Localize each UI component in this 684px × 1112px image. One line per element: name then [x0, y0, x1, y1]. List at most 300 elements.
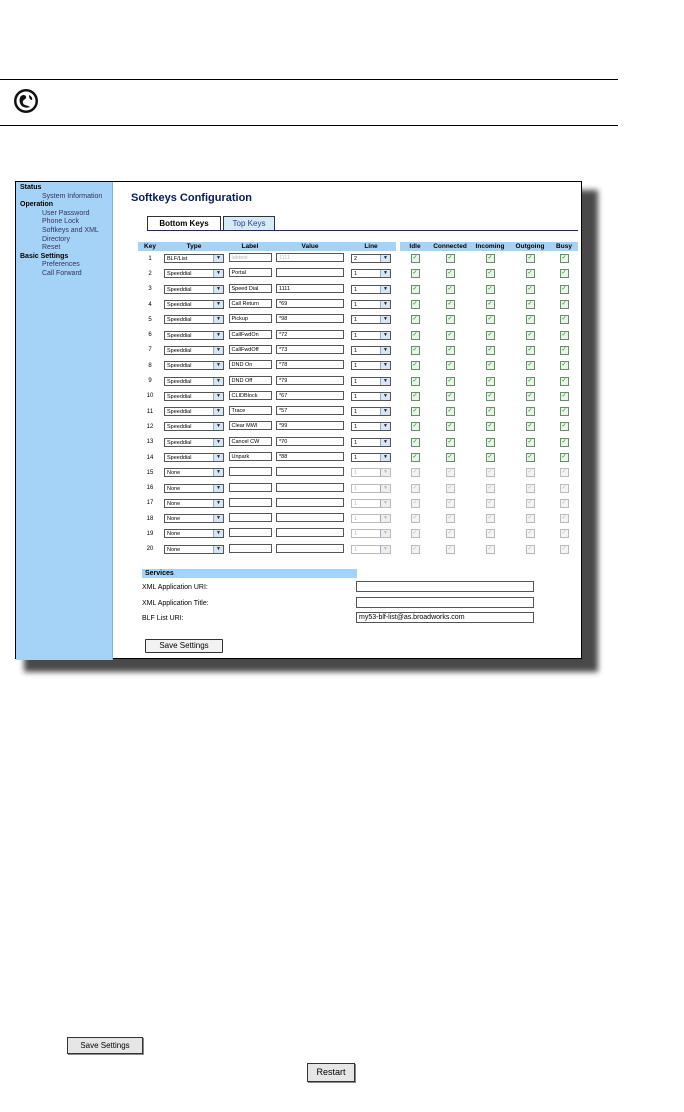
chevron-down-icon: ▼: [380, 546, 390, 553]
xml-app-title-input[interactable]: [356, 597, 534, 608]
state-checkbox[interactable]: ✓: [487, 285, 493, 292]
type-select[interactable]: [164, 422, 224, 431]
phone-globe-icon: [13, 88, 39, 114]
state-checkbox[interactable]: ✓: [527, 255, 533, 262]
chevron-down-icon: ▼: [380, 378, 390, 385]
blf-list-uri-input[interactable]: my53-blf-list@as.broadworks.com: [356, 612, 534, 623]
col-header-idle: Idle: [398, 242, 430, 251]
state-checkbox[interactable]: ✓: [412, 408, 418, 415]
key-number: 4: [148, 301, 152, 308]
state-checkbox[interactable]: ✓: [527, 392, 533, 399]
key-number: 8: [148, 362, 152, 369]
value-input[interactable]: *57: [276, 406, 344, 415]
value-input[interactable]: [276, 483, 344, 492]
label-input[interactable]: Cancel CW: [229, 437, 272, 446]
save-settings-button-small[interactable]: Save Settings: [67, 1037, 143, 1054]
state-checkbox[interactable]: ✓: [447, 484, 453, 491]
col-header-label: Label: [226, 242, 274, 251]
state-checkbox[interactable]: ✓: [561, 438, 567, 445]
line-value: 1: [354, 332, 358, 339]
state-checkbox[interactable]: ✓: [527, 545, 533, 552]
state-checkbox[interactable]: ✓: [447, 515, 453, 522]
chevron-down-icon: ▼: [380, 393, 390, 400]
key-number: 15: [146, 469, 154, 476]
col-header-line: Line: [346, 242, 398, 251]
softkeys-table: [138, 242, 578, 557]
state-checkbox[interactable]: ✓: [487, 377, 493, 384]
chevron-down-icon: ▼: [380, 332, 390, 339]
tab-top-keys[interactable]: Top Keys: [223, 216, 275, 231]
table-row: [138, 327, 578, 342]
type-value: Speeddial: [167, 302, 192, 309]
label-input[interactable]: labtest: [229, 253, 272, 262]
type-value: Speeddial: [167, 393, 192, 400]
line-value: 2: [354, 256, 358, 263]
state-checkbox[interactable]: ✓: [447, 438, 453, 445]
state-checkbox[interactable]: ✓: [487, 362, 493, 369]
state-checkbox[interactable]: ✓: [487, 499, 493, 506]
state-checkbox[interactable]: ✓: [412, 346, 418, 353]
value-input[interactable]: *70: [276, 437, 344, 446]
label-input[interactable]: DND Off: [229, 376, 272, 385]
services-heading: Services: [142, 569, 357, 578]
key-number: 19: [146, 530, 154, 537]
label-input[interactable]: CallFwdOff: [229, 345, 272, 354]
state-checkbox[interactable]: ✓: [561, 362, 567, 369]
state-checkbox[interactable]: ✓: [527, 316, 533, 323]
value-input[interactable]: *78: [276, 360, 344, 369]
line-select[interactable]: [351, 377, 391, 386]
line-value: 1: [354, 531, 358, 538]
chevron-down-icon: ▼: [380, 469, 390, 476]
state-checkbox[interactable]: ✓: [412, 499, 418, 506]
state-checkbox[interactable]: ✓: [527, 469, 533, 476]
key-number: 2: [148, 270, 152, 277]
type-value: Speeddial: [167, 378, 192, 385]
sidebar-heading: Operation: [20, 201, 54, 209]
state-checkbox[interactable]: ✓: [447, 301, 453, 308]
line-select[interactable]: [351, 407, 391, 416]
state-checkbox[interactable]: ✓: [447, 454, 453, 460]
value-input[interactable]: [276, 528, 344, 537]
type-select[interactable]: [164, 529, 224, 538]
type-select[interactable]: [164, 269, 224, 278]
chevron-down-icon: ▼: [213, 423, 223, 430]
sidebar-item-directory[interactable]: Directory: [42, 235, 71, 243]
state-checkbox[interactable]: ✓: [527, 454, 533, 460]
value-input[interactable]: [276, 544, 344, 553]
type-value: None: [167, 531, 181, 538]
type-select[interactable]: [164, 392, 224, 401]
key-number: 18: [146, 515, 154, 522]
col-header-outgoing: Outgoing: [510, 242, 550, 251]
type-select[interactable]: [164, 545, 224, 554]
table-row: [138, 389, 578, 404]
label-input[interactable]: Speed Dial: [229, 284, 272, 293]
table-row: [138, 373, 578, 388]
chevron-down-icon: ▼: [213, 546, 223, 553]
label-input[interactable]: [229, 544, 272, 553]
line-select[interactable]: [351, 392, 391, 401]
state-checkbox[interactable]: ✓: [447, 469, 453, 476]
state-checkbox[interactable]: ✓: [561, 545, 567, 552]
key-number: 14: [146, 454, 154, 461]
state-checkbox[interactable]: ✓: [412, 316, 418, 323]
state-checkbox[interactable]: ✓: [561, 408, 567, 415]
type-select[interactable]: [164, 361, 224, 370]
type-select[interactable]: [164, 484, 224, 493]
line-select[interactable]: [351, 438, 391, 447]
state-checkbox[interactable]: ✓: [447, 285, 453, 292]
state-checkbox[interactable]: ✓: [527, 530, 533, 537]
key-number: 13: [146, 439, 154, 446]
sidebar-item-user-password[interactable]: User Password: [42, 209, 90, 217]
state-checkbox[interactable]: ✓: [561, 255, 567, 262]
key-number: 3: [148, 286, 152, 293]
chevron-down-icon: ▼: [380, 347, 390, 354]
label-input[interactable]: [229, 467, 272, 476]
state-checkbox[interactable]: ✓: [447, 377, 453, 384]
table-row: [138, 312, 578, 327]
type-select[interactable]: [164, 346, 224, 355]
state-checkbox[interactable]: ✓: [527, 331, 533, 338]
state-checkbox[interactable]: ✓: [447, 346, 453, 353]
chevron-down-icon: ▼: [213, 485, 223, 492]
state-checkbox[interactable]: ✓: [527, 285, 533, 292]
state-checkbox[interactable]: ✓: [412, 331, 418, 338]
state-checkbox[interactable]: ✓: [412, 469, 418, 476]
state-checkbox[interactable]: ✓: [487, 530, 493, 537]
chevron-down-icon: ▼: [213, 469, 223, 476]
chevron-down-icon: ▼: [213, 286, 223, 293]
value-input[interactable]: [276, 467, 344, 476]
type-value: Speeddial: [167, 455, 192, 461]
label-input[interactable]: [229, 483, 272, 492]
state-checkbox[interactable]: ✓: [561, 423, 567, 430]
table-row: [138, 435, 578, 450]
type-value: Speeddial: [167, 424, 192, 431]
xml-app-uri-input[interactable]: [356, 581, 534, 592]
table-row: [138, 496, 578, 511]
table-row: [138, 465, 578, 480]
line-value: 1: [354, 286, 358, 293]
label-input[interactable]: Pickup: [229, 314, 272, 323]
col-header-key: Key: [138, 242, 162, 251]
value-input[interactable]: *79: [276, 376, 344, 385]
state-checkbox[interactable]: ✓: [487, 316, 493, 323]
line-select[interactable]: [351, 269, 391, 278]
type-select[interactable]: [164, 331, 224, 340]
type-value: BLF/List: [167, 256, 188, 263]
state-checkbox[interactable]: ✓: [412, 301, 418, 308]
chevron-down-icon: ▼: [213, 270, 223, 277]
type-select[interactable]: [164, 315, 224, 324]
type-select[interactable]: [164, 438, 224, 447]
state-checkbox[interactable]: ✓: [412, 362, 418, 369]
state-checkbox[interactable]: ✓: [447, 255, 453, 262]
state-checkbox[interactable]: ✓: [561, 270, 567, 277]
table-row: [138, 297, 578, 312]
state-checkbox[interactable]: ✓: [487, 392, 493, 399]
line-value: 1: [354, 439, 358, 446]
state-checkbox[interactable]: ✓: [527, 270, 533, 277]
type-value: Speeddial: [167, 286, 192, 293]
label-input[interactable]: [229, 498, 272, 507]
type-value: Speeddial: [167, 409, 192, 416]
state-checkbox[interactable]: ✓: [561, 346, 567, 353]
state-checkbox[interactable]: ✓: [412, 270, 418, 277]
col-header-incoming: Incoming: [470, 242, 510, 251]
type-select[interactable]: [164, 300, 224, 309]
state-checkbox[interactable]: ✓: [487, 301, 493, 308]
table-header-row: [138, 242, 578, 251]
line-select[interactable]: [351, 300, 391, 309]
key-number: 6: [148, 332, 152, 339]
line-select[interactable]: [351, 346, 391, 355]
state-checkbox[interactable]: ✓: [447, 331, 453, 338]
type-select[interactable]: [164, 407, 224, 416]
key-number: 11: [146, 408, 154, 415]
line-select[interactable]: [351, 453, 391, 462]
chevron-down-icon: ▼: [213, 255, 223, 262]
type-select[interactable]: [164, 254, 224, 263]
state-checkbox[interactable]: ✓: [527, 515, 533, 522]
value-input[interactable]: 1111: [276, 284, 344, 293]
xml-app-title-label: XML Application Title:: [142, 600, 209, 607]
value-input[interactable]: [276, 268, 344, 277]
col-header-type: Type: [162, 242, 226, 251]
line-select[interactable]: [351, 331, 391, 340]
state-checkbox[interactable]: ✓: [561, 331, 567, 338]
save-settings-button[interactable]: Save Settings: [145, 639, 223, 653]
chevron-down-icon: ▼: [380, 530, 390, 537]
chevron-down-icon: ▼: [380, 270, 390, 277]
state-checkbox[interactable]: ✓: [487, 270, 493, 277]
state-checkbox[interactable]: ✓: [487, 346, 493, 353]
sidebar-item-system-information[interactable]: System Information: [42, 192, 103, 200]
key-number: 7: [148, 347, 152, 354]
state-checkbox[interactable]: ✓: [447, 362, 453, 369]
chevron-down-icon: ▼: [213, 408, 223, 415]
table-row: [138, 480, 578, 495]
value-input[interactable]: *67: [276, 391, 344, 400]
label-input[interactable]: DND On: [229, 360, 272, 369]
type-select[interactable]: [164, 377, 224, 386]
table-row: [138, 358, 578, 373]
tab-bottom-keys[interactable]: Bottom Keys: [147, 216, 221, 231]
type-value: None: [167, 500, 181, 507]
line-select[interactable]: [351, 484, 391, 493]
state-checkbox[interactable]: ✓: [412, 454, 418, 460]
value-input[interactable]: *99: [276, 421, 344, 430]
chevron-down-icon: ▼: [380, 454, 390, 461]
state-checkbox[interactable]: ✓: [447, 530, 453, 537]
state-checkbox[interactable]: ✓: [561, 484, 567, 491]
table-row: [138, 450, 578, 465]
key-number: 20: [146, 546, 154, 553]
chevron-down-icon: ▼: [380, 485, 390, 492]
state-checkbox[interactable]: ✓: [412, 545, 418, 552]
state-checkbox[interactable]: ✓: [447, 270, 453, 277]
chevron-down-icon: ▼: [213, 454, 223, 461]
state-checkbox[interactable]: ✓: [412, 392, 418, 399]
state-checkbox[interactable]: ✓: [561, 316, 567, 323]
table-row: [138, 526, 578, 541]
sidebar-item-call-forward[interactable]: Call Forward: [42, 269, 82, 277]
chevron-down-icon: ▼: [213, 530, 223, 537]
line-value: 1: [354, 470, 358, 477]
state-checkbox[interactable]: ✓: [527, 499, 533, 506]
sidebar-item-softkeys-and-xml[interactable]: Softkeys and XML: [42, 226, 99, 234]
state-checkbox[interactable]: ✓: [447, 408, 453, 415]
chevron-down-icon: ▼: [380, 423, 390, 430]
chevron-down-icon: ▼: [213, 378, 223, 385]
type-value: Speeddial: [167, 347, 192, 354]
state-checkbox[interactable]: ✓: [527, 423, 533, 430]
value-input[interactable]: [276, 498, 344, 507]
line-value: 1: [354, 409, 358, 416]
state-checkbox[interactable]: ✓: [487, 545, 493, 552]
sidebar-item-phone-lock[interactable]: Phone Lock: [42, 218, 79, 226]
label-input[interactable]: Call Return: [229, 299, 272, 308]
state-checkbox[interactable]: ✓: [447, 499, 453, 506]
label-input[interactable]: Trace: [229, 406, 272, 415]
type-value: Speeddial: [167, 317, 192, 324]
value-input[interactable]: *98: [276, 314, 344, 323]
line-value: 1: [354, 516, 358, 523]
line-select[interactable]: [351, 285, 391, 294]
state-checkbox[interactable]: ✓: [527, 301, 533, 308]
blf-list-uri-label: BLF List URI:: [142, 615, 184, 622]
state-checkbox[interactable]: ✓: [527, 408, 533, 415]
line-select[interactable]: [351, 545, 391, 554]
key-number: 10: [146, 393, 154, 400]
label-input[interactable]: Clear MWI: [229, 421, 272, 430]
state-checkbox[interactable]: ✓: [487, 438, 493, 445]
value-input[interactable]: *88: [276, 452, 344, 461]
line-select[interactable]: [351, 529, 391, 538]
table-row: [138, 404, 578, 419]
state-checkbox[interactable]: ✓: [487, 515, 493, 522]
label-input[interactable]: CLIDBlock: [229, 391, 272, 400]
label-input[interactable]: Portal: [229, 268, 272, 277]
state-checkbox[interactable]: ✓: [412, 530, 418, 537]
state-checkbox[interactable]: ✓: [412, 377, 418, 384]
line-value: 1: [354, 485, 358, 492]
table-row: [138, 419, 578, 434]
key-number: 5: [148, 316, 152, 323]
state-checkbox[interactable]: ✓: [561, 454, 567, 460]
state-checkbox[interactable]: ✓: [561, 499, 567, 506]
line-select[interactable]: [351, 468, 391, 477]
state-checkbox[interactable]: ✓: [412, 255, 418, 262]
state-checkbox[interactable]: ✓: [561, 469, 567, 476]
state-checkbox[interactable]: ✓: [412, 438, 418, 445]
type-select[interactable]: [164, 499, 224, 508]
line-value: 1: [354, 546, 358, 553]
state-checkbox[interactable]: ✓: [527, 346, 533, 353]
state-checkbox[interactable]: ✓: [447, 392, 453, 399]
label-input[interactable]: Unpark: [229, 452, 272, 461]
chevron-down-icon: ▼: [213, 393, 223, 400]
sidebar-item-reset[interactable]: Reset: [42, 244, 61, 252]
value-input[interactable]: [276, 513, 344, 522]
restart-button[interactable]: Restart: [307, 1063, 355, 1082]
key-number: 9: [148, 378, 152, 385]
state-checkbox[interactable]: ✓: [527, 377, 533, 384]
type-select[interactable]: [164, 453, 224, 462]
state-checkbox[interactable]: ✓: [487, 255, 493, 262]
line-value: 1: [354, 378, 358, 385]
state-checkbox[interactable]: ✓: [412, 285, 418, 292]
chevron-down-icon: ▼: [380, 301, 390, 308]
page-title: Softkeys Configuration: [131, 192, 253, 204]
main-panel: [113, 182, 581, 658]
label-input[interactable]: [229, 513, 272, 522]
state-checkbox[interactable]: ✓: [447, 423, 453, 430]
state-checkbox[interactable]: ✓: [412, 423, 418, 430]
type-select[interactable]: [164, 514, 224, 523]
state-checkbox[interactable]: ✓: [527, 438, 533, 445]
chevron-down-icon: ▼: [213, 301, 223, 308]
value-input[interactable]: *72: [276, 330, 344, 339]
value-input[interactable]: *69: [276, 299, 344, 308]
chevron-down-icon: ▼: [213, 500, 223, 507]
line-value: 1: [354, 424, 358, 431]
chevron-down-icon: ▼: [380, 362, 390, 369]
line-select[interactable]: [351, 514, 391, 523]
state-checkbox[interactable]: ✓: [412, 484, 418, 491]
state-checkbox[interactable]: ✓: [487, 454, 493, 460]
state-checkbox[interactable]: ✓: [487, 331, 493, 338]
label-input[interactable]: CallFwdOn: [229, 330, 272, 339]
line-select[interactable]: [351, 361, 391, 370]
type-select[interactable]: [164, 468, 224, 477]
label-input[interactable]: [229, 528, 272, 537]
table-row: [138, 542, 578, 557]
value-input[interactable]: 1111: [276, 253, 344, 262]
state-checkbox[interactable]: ✓: [561, 285, 567, 292]
state-checkbox[interactable]: ✓: [487, 423, 493, 430]
state-checkbox[interactable]: ✓: [561, 530, 567, 537]
chevron-down-icon: ▼: [380, 439, 390, 446]
chevron-down-icon: ▼: [213, 439, 223, 446]
line-select[interactable]: [351, 422, 391, 431]
state-checkbox[interactable]: ✓: [561, 377, 567, 384]
line-select[interactable]: [351, 315, 391, 324]
value-input[interactable]: *73: [276, 345, 344, 354]
state-checkbox[interactable]: ✓: [487, 469, 493, 476]
state-checkbox[interactable]: ✓: [447, 316, 453, 323]
state-checkbox[interactable]: ✓: [561, 301, 567, 308]
sidebar-item-preferences[interactable]: Preferences: [42, 261, 80, 269]
line-select[interactable]: [351, 254, 391, 263]
state-checkbox[interactable]: ✓: [561, 392, 567, 399]
key-number: 1: [148, 255, 152, 262]
state-checkbox[interactable]: ✓: [527, 484, 533, 491]
state-checkbox[interactable]: ✓: [447, 545, 453, 552]
type-select[interactable]: [164, 285, 224, 294]
state-checkbox[interactable]: ✓: [527, 362, 533, 369]
state-checkbox[interactable]: ✓: [487, 408, 493, 415]
line-value: 1: [354, 363, 358, 370]
state-checkbox[interactable]: ✓: [561, 515, 567, 522]
chevron-down-icon: ▼: [213, 515, 223, 522]
line-value: 1: [354, 347, 358, 354]
state-checkbox[interactable]: ✓: [412, 515, 418, 522]
line-select[interactable]: [351, 499, 391, 508]
state-checkbox[interactable]: ✓: [487, 484, 493, 491]
